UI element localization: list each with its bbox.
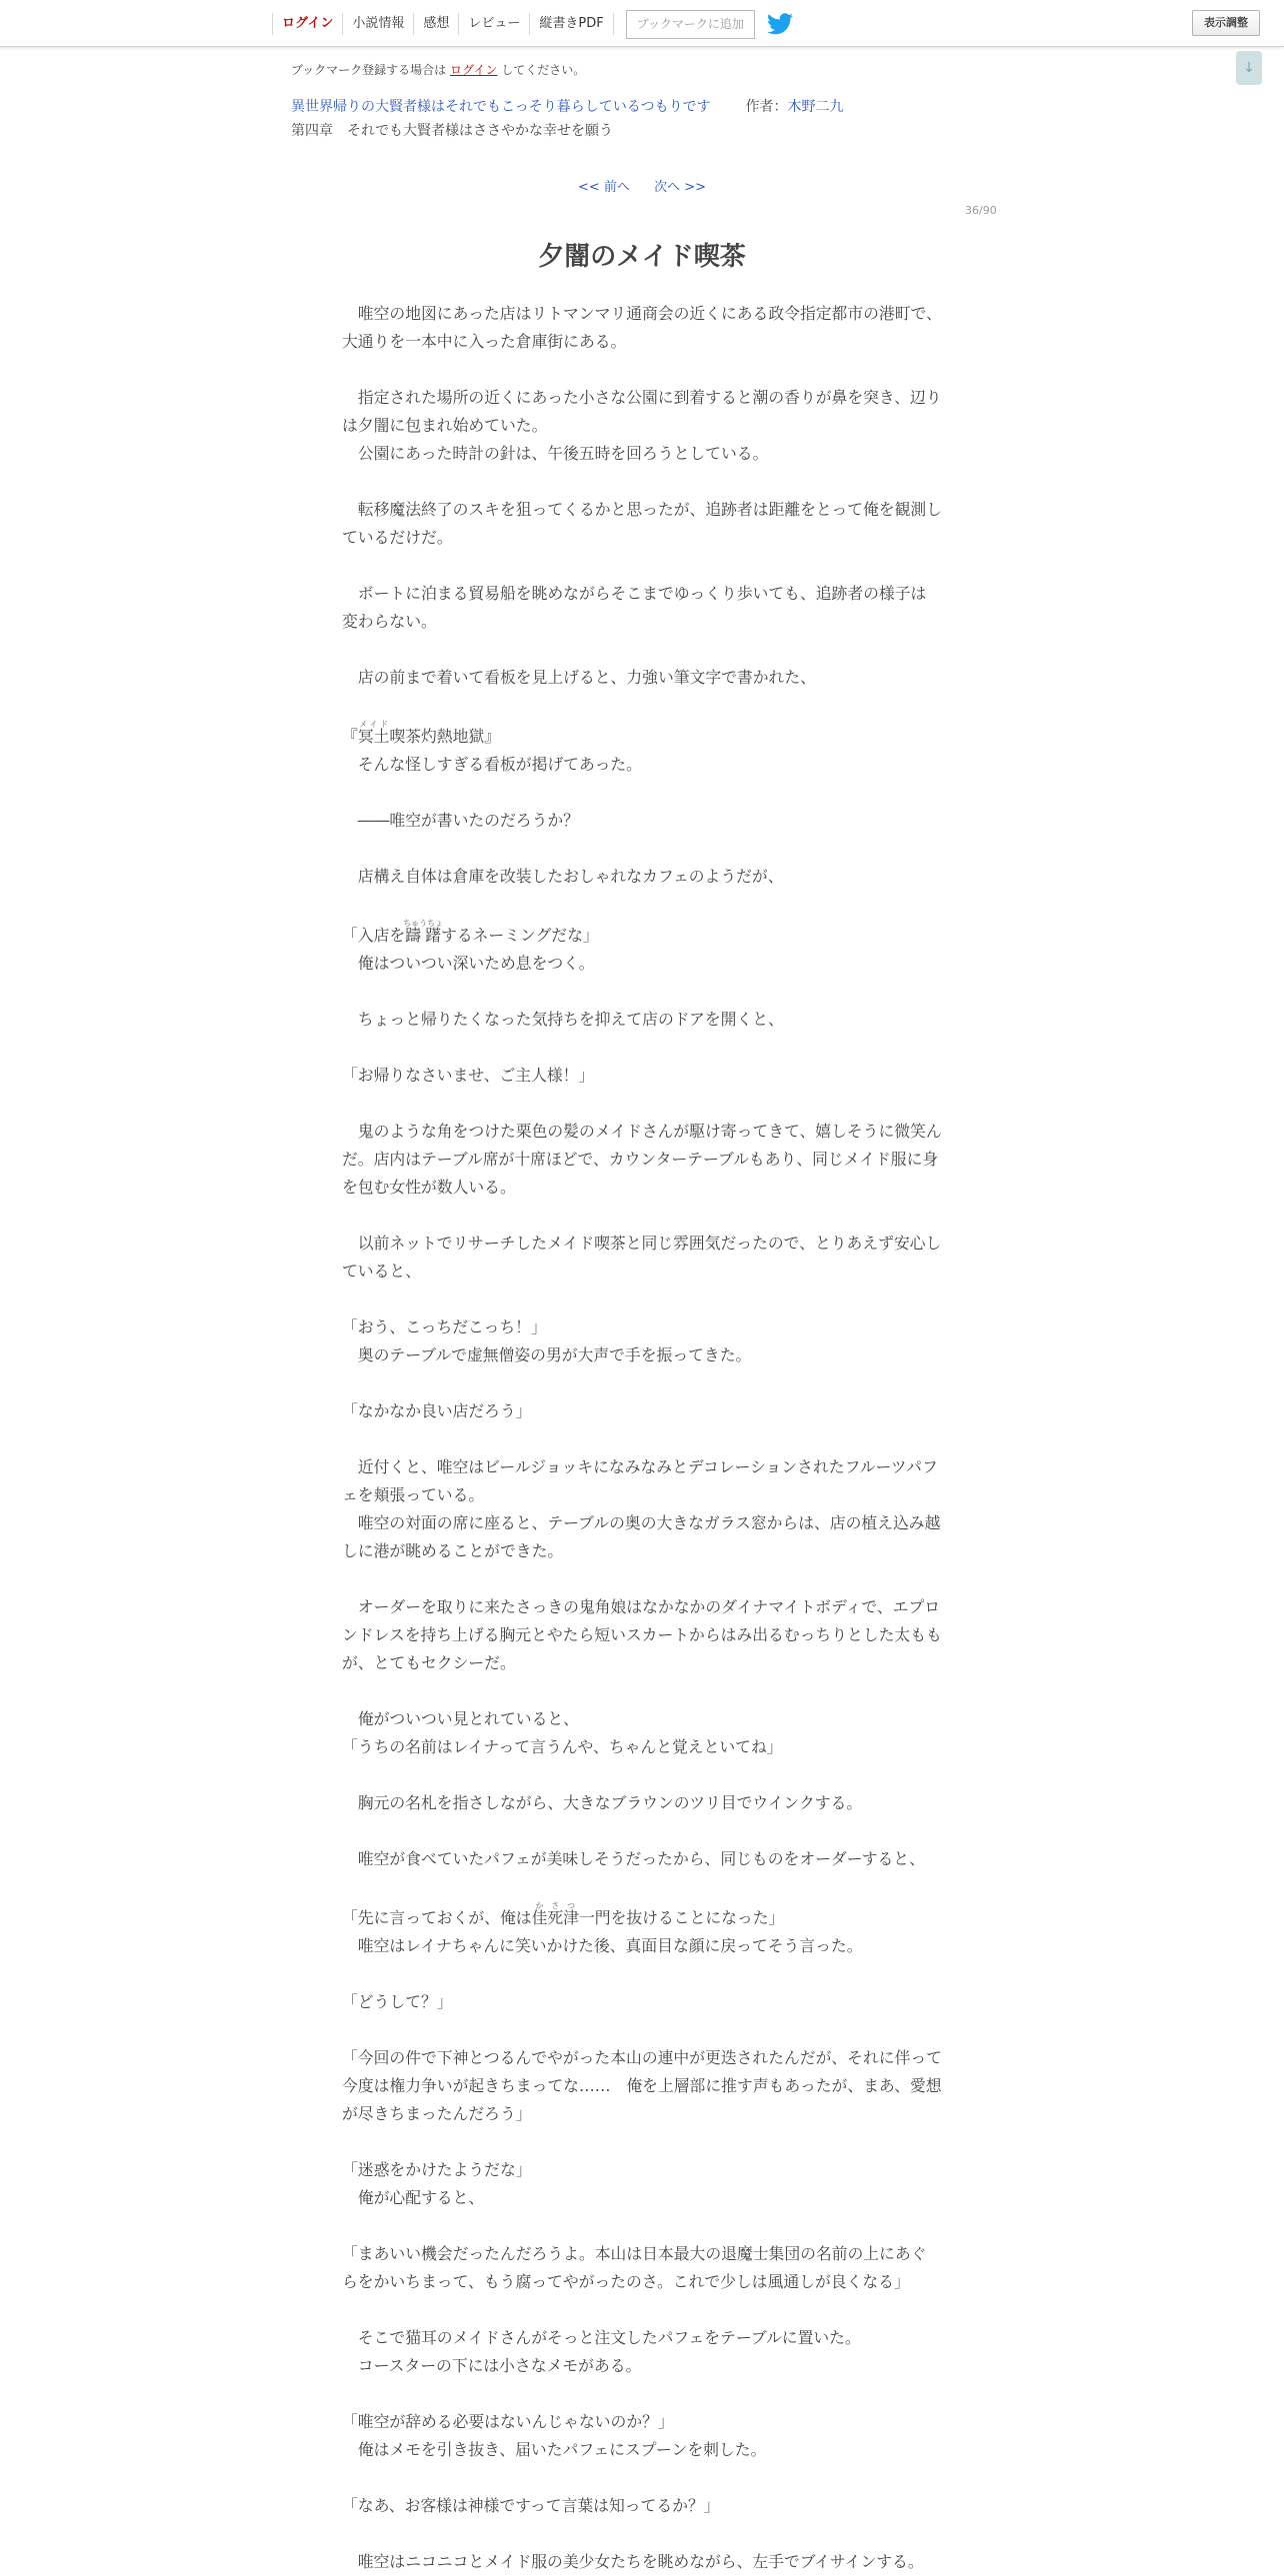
novel-line: 「おう、こっちだこっち！」 xyxy=(342,1317,547,1336)
scroll-down-button[interactable]: ↓ xyxy=(1236,51,1262,85)
nav-menu xyxy=(272,8,797,40)
novel-line: 『冥土メイド喫茶灼熱地獄』 xyxy=(342,720,501,746)
novel-line: 奥のテーブルで虚無僧姿の男が大声で手を振ってきた。 xyxy=(342,1345,752,1364)
novel-line: 「迷惑をかけたようだな」 xyxy=(342,2160,532,2179)
episode-pager xyxy=(0,176,1284,195)
blank-line xyxy=(342,1369,942,1397)
ruby-annotation: 佳死津かさつ xyxy=(531,1901,579,1927)
novel-line: そんな怪しすぎる看板が掲げてあった。 xyxy=(342,755,642,774)
blank-line xyxy=(342,779,942,807)
novel-line: 唯空が食べていたパフェが美味しそうだったから、同じものをオーダーすると、 xyxy=(342,1849,925,1868)
display-settings-button[interactable]: 表示調整 xyxy=(1192,10,1260,36)
novel-line: 「今回の件で下神とつるんでやがった本山の連中が更迭されたんだが、それに伴って今度は権力争いが起きちまってな…… 俺を上層部に推す声もあったが、まあ、愛想が尽きちまったんだろう」 xyxy=(342,2048,942,2123)
novel-line: 鬼のような角をつけた栗色の髪のメイドさんが駆け寄ってきて、嬉しそうに微笑んだ。店内はテーブル席が十席ほどで、カウンターテーブルもあり、同じメイド服に身を包む女性が数人いる。 xyxy=(342,1122,942,1197)
blank-line xyxy=(342,835,942,863)
novel-line: 指定された場所の近くにあった小さな公園に到着すると潮の香りが鼻を突き、辺りは夕闇に包まれ始めていた。 xyxy=(342,388,942,435)
novel-line: 「どうして？」 xyxy=(342,1992,453,2011)
bookmark-login-link[interactable]: ログイン xyxy=(450,63,498,77)
header-bar xyxy=(0,0,1284,47)
nav-review[interactable]: レビュー xyxy=(459,13,530,35)
blank-line xyxy=(342,356,942,384)
blank-line xyxy=(342,1565,942,1593)
blank-line xyxy=(342,2016,942,2044)
novel-line: 店の前まで着いて看板を見上げると、力強い筆文字で書かれた、 xyxy=(342,668,816,687)
blank-line xyxy=(342,978,942,1006)
next-episode-link[interactable]: 次へ >> xyxy=(654,180,706,195)
novel-line: 公園にあった時計の針は、午後五時を回ろうとしている。 xyxy=(342,444,769,463)
blank-line xyxy=(342,1873,942,1901)
novel-line: 転移魔法終了のスキを狙ってくるかと思ったが、追跡者は距離をとって俺を観測しているだけだ。 xyxy=(342,500,942,547)
blank-line xyxy=(342,1202,942,1230)
nav-vertical-pdf[interactable]: 縦書きPDF xyxy=(530,13,613,35)
nav-login[interactable]: ログイン xyxy=(272,13,343,35)
novel-line: 「先に言っておくが、俺は佳死津かさつ一門を抜けることになった」 xyxy=(342,1901,785,1927)
twitter-icon[interactable] xyxy=(767,11,797,37)
novel-line: 俺が心配すると、 xyxy=(342,2188,485,2207)
chapter-title: 第四章 それでも大賢者様はささやかな幸せを願う xyxy=(291,123,613,139)
blank-line xyxy=(342,636,942,664)
blank-line xyxy=(342,1286,942,1313)
novel-line: 「唯空が辞める必要はないんじゃないのか？」 xyxy=(342,2412,674,2431)
episode-title: 夕闇のメイド喫茶 xyxy=(538,242,746,272)
blank-line xyxy=(342,2520,942,2548)
blank-line xyxy=(342,552,942,580)
blank-line xyxy=(342,1817,942,1845)
novel-line: 「うちの名前はレイナって言うんや、ちゃんと覚えといてね」 xyxy=(342,1737,783,1756)
novel-line: 唯空の対面の席に座ると、テーブルの奥の大きなガラス窓からは、店の植え込み越しに港が眺めることができた。 xyxy=(342,1513,941,1560)
novel-line: 俺はメモを引き抜き、届いたパフェにスプーンを刺した。 xyxy=(342,2440,767,2459)
novel-line: ちょっと帰りたくなった気持ちを抑えて店のドアを開くと、 xyxy=(342,1010,784,1029)
novel-line: 「なかなか良い店だろう」 xyxy=(342,1401,532,1420)
page-counter: 36/90 xyxy=(965,204,997,217)
novel-line: ボートに泊まる貿易船を眺めながらそこまでゆっくり歩いても、追跡者の様子は変わらない。 xyxy=(342,584,927,631)
novel-line: 近付くと、唯空はビールジョッキになみなみとデコレーションされたフルーツパフェを頬張っている。 xyxy=(342,1457,938,1504)
novel-line: 唯空はニコニコとメイド服の美少女たちを眺めながら、左手でブイサインする。 xyxy=(342,2552,924,2571)
blank-line xyxy=(342,692,942,720)
novel-line: 胸元の名札を指さしながら、大きなブラウンのツリ目でウインクする。 xyxy=(342,1793,863,1812)
blank-line xyxy=(342,1034,942,1062)
nav-impressions[interactable]: 感想 xyxy=(414,13,459,35)
nav-novel-info[interactable]: 小説情報 xyxy=(343,13,414,35)
novel-line: 「入店を躊躇ちゅうちょするネーミングだな」 xyxy=(342,919,599,945)
novel-line: 店構え自体は倉庫を改装したおしゃれなカフェのようだが、 xyxy=(342,867,784,886)
novel-line: そこで猫耳のメイドさんがそっと注文したパフェをテーブルに置いた。 xyxy=(342,2328,861,2347)
novel-line: 「まあいい機会だったんだろうよ。本山は日本最大の退魔士集団の名前の上にあぐらをかいちまって、もう腐ってやがったのさ。これで少しは風通しが良くなる」 xyxy=(342,2244,927,2291)
novel-line: オーダーを取りに来たさっきの鬼角娘はなかなかのダイナマイトボディで、エプロンドレスを持ち上げる胸元とやたら短いスカートからはみ出るむっちりとした太ももが、とてもセクシーだ。 xyxy=(342,1597,942,1672)
blank-line xyxy=(342,2380,942,2408)
add-bookmark-button[interactable]: ブックマークに追加 xyxy=(626,10,755,39)
novel-line: 俺はついつい深いため息をつく。 xyxy=(342,954,595,973)
blank-line xyxy=(342,2296,942,2324)
blank-line xyxy=(342,1677,942,1705)
blank-line xyxy=(342,1425,942,1453)
novel-info xyxy=(291,96,844,116)
prev-episode-link[interactable]: << 前へ xyxy=(578,180,630,195)
novel-body xyxy=(342,300,942,2576)
blank-line xyxy=(342,2212,942,2240)
novel-line: 以前ネットでリサーチしたメイド喫茶と同じ雰囲気だったので、とりあえず安心していると、 xyxy=(342,1234,942,1281)
ruby-annotation: 冥土メイド xyxy=(357,720,390,746)
blank-line xyxy=(342,1960,942,1988)
author-link[interactable]: 木野二九 xyxy=(787,99,844,115)
novel-line: コースターの下には小さなメモがある。 xyxy=(342,2356,642,2375)
novel-title-link[interactable]: 異世界帰りの大賢者様はそれでもこっそり暮らしているつもりです xyxy=(291,99,711,115)
author-label: 作者： xyxy=(745,99,788,115)
novel-line: 「お帰りなさいませ、ご主人様！」 xyxy=(342,1066,595,1085)
blank-line xyxy=(342,2464,942,2492)
bookmark-note-after: してください。 xyxy=(501,63,586,77)
novel-line: ――唯空が書いたのだろうか？ xyxy=(342,811,579,830)
novel-line: 「なあ、お客様は神様ですって言葉は知ってるか？」 xyxy=(342,2496,720,2515)
novel-line: 唯空の地図にあった店はリトマンマリ通商会の近くにある政令指定都市の港町で、大通りを一本中に入った倉庫街にある。 xyxy=(342,304,942,351)
novel-line: 俺がついつい見とれていると、 xyxy=(342,1709,579,1728)
bookmark-login-note xyxy=(291,61,585,78)
blank-line xyxy=(342,468,942,496)
blank-line xyxy=(342,1090,942,1118)
blank-line xyxy=(342,1761,942,1789)
novel-line: 唯空はレイナちゃんに笑いかけた後、真面目な顔に戻ってそう言った。 xyxy=(342,1936,863,1955)
blank-line xyxy=(342,891,942,919)
blank-line xyxy=(342,2128,942,2156)
bookmark-note-before: ブックマーク登録する場合は xyxy=(291,63,447,77)
ruby-annotation: 躊躇ちゅうちょ xyxy=(403,919,444,945)
